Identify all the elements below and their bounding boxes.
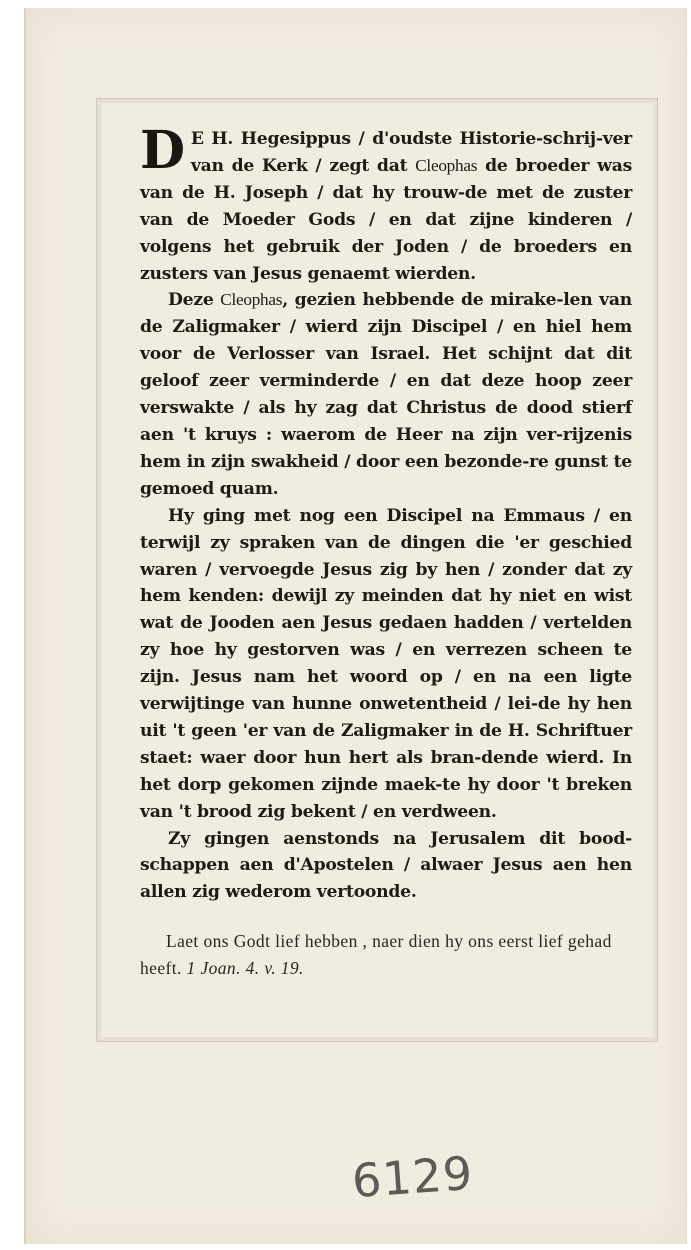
paragraph-1-text-b: de broeder was van de H. Joseph / dat hy trouw-de met de zuster van de Moeder Gods / en dat zijne kinderen / volgens het gebruik der Joden / de broeders en zusters van Jesus genaemt wierden. [140, 155, 633, 284]
drop-cap: D [140, 120, 185, 181]
name-cleophas-2: Cleophas [220, 290, 283, 310]
paragraph-2-text-b: , gezien hebbende de mirake-len van de Zaligmaker / wierd zijn Discipel / en hiel hem voor de Verlosser van Israel. Het schijnt dat dit geloof zeer verminderde / en dat deze hoop zeer verswakte / als hy zag dat Christus de dood stierf aen 't kruys : waerom de Heer na zijn ver-rijzenis hem in zijn swakheid / door een bezonde-re gunst te gemoed quam. [140, 290, 632, 499]
paragraph-3: Hy ging met nog een Discipel na Emmaus / en terwijl zy spraken van de dingen die 'er geschied waren / vervoegde Jesus zig by hen / zonder dat zy hem kenden: dewijl zy meinden dat hy niet en wist wat de Jooden aen Jesus gedaen hadden / vertelden zy hoe hy gestorven was / en verrezen scheen te zijn. Jesus nam het woord op / en na een ligte verwijtinge van hunne onwetentheid / lei-de hy hen uit 't geen 'er van de Zaligmaker in de H. Schriftuer staet: waer door hun hert als bran-dende wierd. In het dorp gekomen zijnde maek-te hy door 't breken van 't brood zig bekent / en verdween. [140, 505, 632, 822]
paragraph-1 [140, 120, 633, 287]
paragraph-4: Zy gingen aenstonds na Jerusalem dit bood-schappen aen d'Apostelen / alwaer Jesus aen hen allen zig wederom vertoonde. [140, 828, 632, 903]
quote-reference: 1 Joan. 4. v. 19. [186, 958, 304, 979]
paragraph-2 [140, 287, 632, 502]
quote-text: Laet ons Godt lief hebben , naer dien hy ons eerst lief gehad heeft. [140, 931, 612, 979]
scripture-quote [140, 928, 632, 982]
pencil-inventory-number: 6129 [350, 1145, 475, 1209]
name-cleophas-1: Cleophas [415, 155, 478, 175]
paragraph-1-text-a: E H. Hegesippus / d'oudste Historie-schrij-ver van de Kerk / zegt dat [190, 129, 632, 176]
document-text [140, 120, 633, 1000]
paragraph-2-text-a: Deze [168, 290, 214, 311]
